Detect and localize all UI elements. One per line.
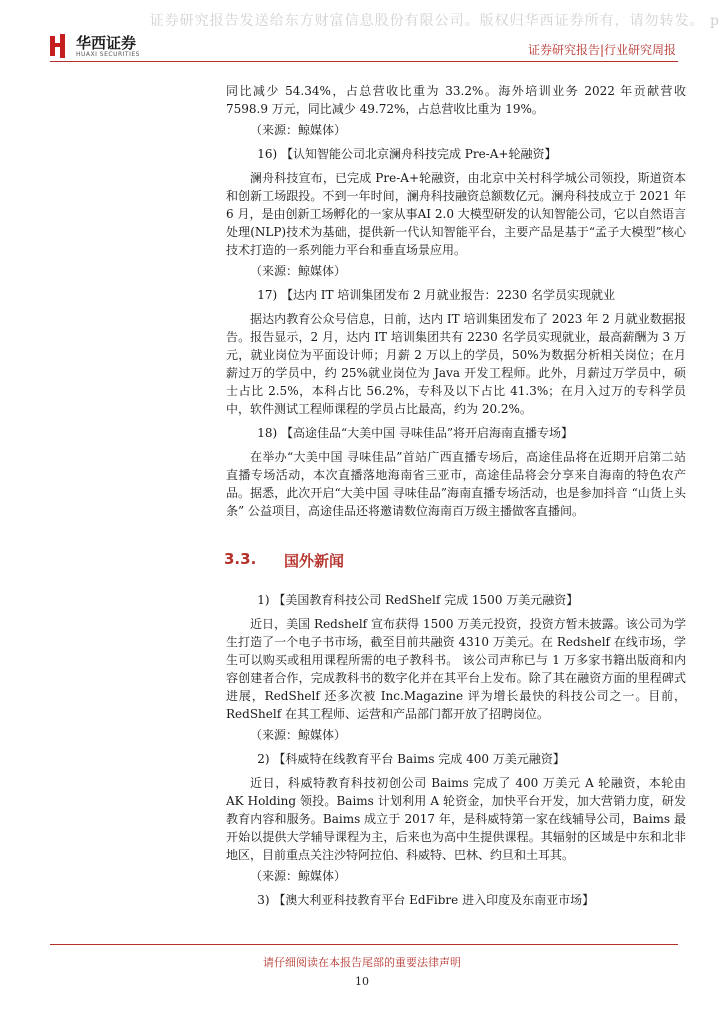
- news-item-heading: 2) 【科威特在线教育平台 Baims 完成 400 万美元融资】: [257, 752, 565, 766]
- paragraph: 澜舟科技宣布，已完成 Pre-A+轮融资，由北京中关村科学城公司领投，斯道资本和创新工场跟投。不到一年时间，澜舟科技融资总额数亿元。澜舟科技成立于 2021 年 6 月，是由创新工场孵化的一家从事AI 2.0 大模型研发的认知智能公司，它以自然语言处理(NLP)技术为基础，提供新一代认知智能平台，主要产品是基于“孟子大模型”核心技术打造的一系列能力平台和垂直场景应用。: [226, 171, 686, 257]
- header-divider: [50, 61, 678, 62]
- watermark: 证券研究报告发送给东方财富信息股份有限公司。版权归华西证券所有，请勿转发。 p: [149, 13, 720, 29]
- news-item-heading: 1) 【美国教育科技公司 RedShelf 完成 1500 万美元融资】: [257, 593, 579, 607]
- source-note: （来源：鲸媒体）: [250, 869, 347, 883]
- source-note: （来源：鲸媒体）: [250, 264, 347, 278]
- main-content: [226, 82, 686, 915]
- huaxi-logo-icon: [50, 34, 70, 58]
- paragraph: 在举办“大美中国 寻味佳品”首站广西直播专场后，高途佳品将在近期开启第二站直播专场活动，本次直播落地海南省三亚市，高途佳品将会分享来自海南的特色农产品。据悉，此次开启“大美中国 寻味佳品”海南直播专场活动，也是参加抖音 “山货上头条” 公益项目，高途佳品还将邀请数位海南百万级主播做客直播间。: [226, 450, 686, 518]
- footer-divider: [50, 944, 678, 945]
- section-title: 国外新闻: [284, 552, 345, 570]
- logo-name-zh: 华西证券: [76, 33, 137, 52]
- source-note: （来源：鲸媒体）: [250, 123, 347, 137]
- logo-name-en: HUAXI SECURITIES: [76, 50, 140, 58]
- source-note: （来源：鲸媒体）: [250, 728, 347, 742]
- section-number: 3.3.: [224, 550, 257, 568]
- paragraph: 同比减少 54.34%，占总营收比重为 33.2%。海外培训业务 2022 年贡献营收 7598.9 万元，同比减少 49.72%，占总营收比重为 19%。: [226, 84, 686, 116]
- paragraph: 近日，科威特教育科技初创公司 Baims 完成了 400 万美元 A 轮融资，本轮由 AK Holding 领投。Baims 计划利用 A 轮资金，加快平台开发，加大营销力度，研发教育内容和服务。Baims 成立于 2017 年，是科威特第一家在线辅导公司，Baims 最开始以提供大学辅导课程为主，后来也为高中生提供课程。其辐射的区域是中东和北非地区，目前重点关注沙特阿拉伯、科威特、巴林、约旦和土耳其。: [226, 776, 686, 862]
- page-number: 10: [355, 975, 369, 988]
- news-item-heading: 3) 【澳大利亚科技教育平台 EdFibre 进入印度及东南亚市场】: [257, 893, 595, 907]
- news-item-heading: 17) 【达内 IT 培训集团发布 2 月就业报告：2230 名学员实现就业: [257, 288, 615, 302]
- paragraph: 近日，美国 Redshelf 宣布获得 1500 万美元投资，投资方暂未披露。该公司为学生打造了一个电子书市场，截至目前共融资 4310 万美元。在 Redshelf 在线市场，学生可以购买或租用课程所需的电子教科书。 该公司声称已与 1 万多家书籍出版商和内容创建者合作，完成教科书的数字化并在其平台上发布。除了其在融资方面的里程碑式进展，RedShelf 还多次被 Inc.Magazine 评为增长最快的科技公司之一。目前，RedShelf 在其工程师、运营和产品部门都开放了招聘岗位。: [226, 617, 686, 721]
- section-heading: [224, 550, 686, 571]
- logo: [50, 34, 140, 58]
- news-item-heading: 16) 【认知智能公司北京澜舟科技完成 Pre-A+轮融资】: [257, 147, 557, 161]
- legal-notice: 请仔细阅读在本报告尾部的重要法律声明: [263, 956, 461, 969]
- news-item-heading: 18) 【高途佳品“大美中国 寻味佳品”将开启海南直播专场】: [257, 426, 574, 440]
- paragraph: 据达内教育公众号信息，日前，达内 IT 培训集团发布了 2023 年 2 月就业数据报告。报告显示，2 月，达内 IT 培训集团共有 2230 名学员实现就业，最高薪酬为 3 万元，就业岗位为平面设计师；月薪 2 万以上的学员，50%为数据分析相关岗位；在月薪过万的学员中，约 25%就业岗位为 Java 开发工程师。此外，月薪过万学员中，硕士占比 2.5%，本科占比 56.2%，专科及以下占比 41.3%；在月入过万的专科学员中，软件测试工程师课程的学员占比最高，约为 20.2%。: [226, 312, 686, 416]
- report-type-label: 证券研究报告|行业研究周报: [527, 43, 676, 57]
